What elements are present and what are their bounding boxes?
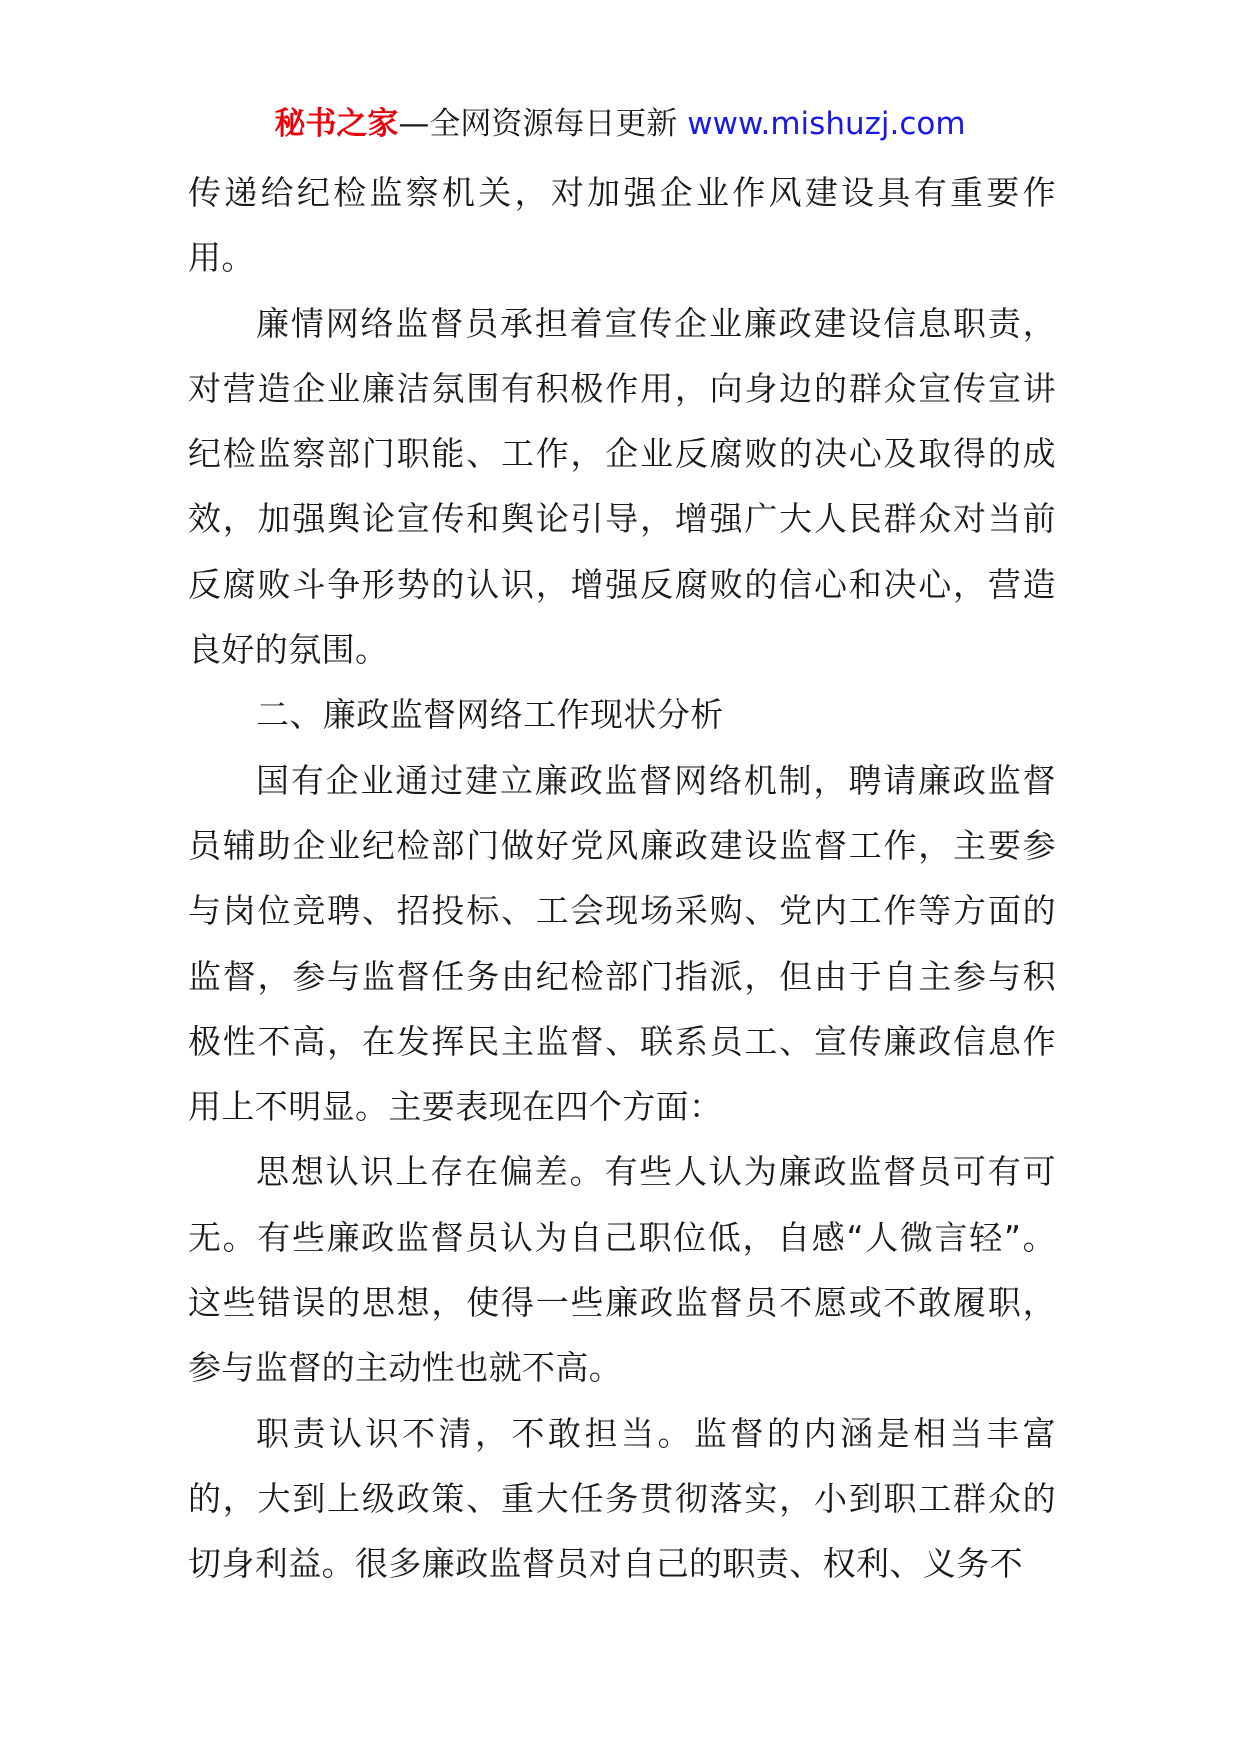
document-body bbox=[188, 160, 1056, 1597]
paragraph-ideological-bias: 思想认识上存在偏差。有些人认为廉政监督员可有可无。有些廉政监督员认为自己职位低，自感“人微言轻”。这些错误的思想，使得一些廉政监督员不愿或不敢履职，参与监督的主动性也就不高。 bbox=[188, 1152, 1056, 1388]
header-tagline: —全网资源每日更新 bbox=[398, 106, 678, 142]
page-header bbox=[0, 102, 1240, 146]
paragraph-publicity-duty: 廉情网络监督员承担着宣传企业廉政建设信息职责，对营造企业廉洁氛围有积极作用，向身边的群众宣传宣讲纪检监察部门职能、工作，企业反腐败的决心及取得的成效，加强舆论宣传和舆论引导，增强广大人民群众对当前反腐败斗争形势的认识，增强反腐败的信心和决心，营造良好的氛围。 bbox=[188, 303, 1056, 670]
section-heading: 二、廉政监督网络工作现状分析 bbox=[256, 695, 724, 735]
paragraph-unclear-duties: 职责认识不清，不敢担当。监督的内涵是相当丰富的，大到上级政策、重大任务贯彻落实，小到职工群众的切身利益。很多廉政监督员对自己的职责、权利、义务不 bbox=[188, 1413, 1056, 1584]
header-brand: 秘书之家 bbox=[274, 106, 399, 142]
paragraph-continuation: 传递给纪检监察机关，对加强企业作风建设具有重要作用。 bbox=[188, 173, 1056, 278]
header-url-link[interactable]: www.mishuzj.com bbox=[687, 106, 966, 142]
paragraph-current-status: 国有企业通过建立廉政监督网络机制，聘请廉政监督员辅助企业纪检部门做好党风廉政建设监督工作，主要参与岗位竞聘、招投标、工会现场采购、党内工作等方面的监督，参与监督任务由纪检部门指派，但由于自主参与积极性不高，在发挥民主监督、联系员工、宣传廉政信息作用上不明显。主要表现在四个方面： bbox=[188, 760, 1056, 1127]
